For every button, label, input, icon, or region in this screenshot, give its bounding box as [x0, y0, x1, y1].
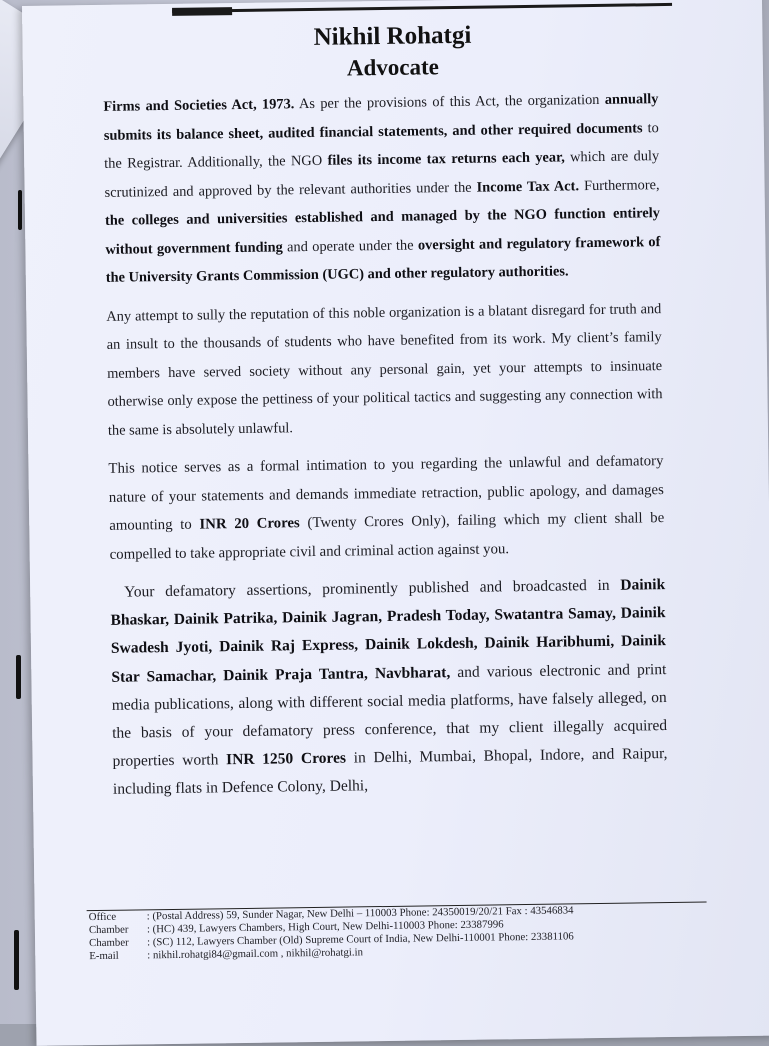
footer-chamber-hc-text: : (HC) 439, Lawyers Chambers, High Court, New Delhi-110003 Phone: 23387996: [146, 918, 504, 936]
bold-text-run: files its income tax returns each year,: [327, 149, 565, 169]
footer-chamber-sc-label: Chamber: [89, 936, 129, 950]
text-run: Your defamatory assertions, prominently published and broadcasted in: [124, 576, 621, 601]
text-run: (Twenty Crores Only), failing which my client shall be compelled to take appropriate civil and criminal action against you.: [109, 510, 665, 563]
text-run: and operate under the: [282, 236, 419, 255]
letterhead-name: Nikhil Rohatgi: [313, 21, 472, 51]
paragraph-defamatory-assertions: [110, 571, 668, 804]
text-run: Any attempt to sully the reputation of this noble organization is a blatant disregard for truth and an insult to the thousands of students who have benefited from its work. My client’s family members have served society without any personal gain, yet your attempts to insinuate otherwise only expose the pettiness of your political tactics and suggesting any connection with the same is absolutely unlawful.: [106, 300, 663, 439]
bold-text-run: oversight and regulatory framework of the University Grants Commission (UGC) and other regulatory authorities.: [105, 233, 661, 286]
left-edge-mark-top: [18, 190, 22, 230]
letterhead-top-rule: [172, 3, 672, 13]
text-run: which are duly scrutinized and approved by the relevant authorities under the: [104, 148, 660, 201]
text-run: As per the provisions of this Act, the organization: [294, 91, 605, 113]
letterhead-title: Advocate: [346, 54, 440, 81]
footer-chamber-hc-label: Chamber: [88, 923, 129, 937]
bold-text-run: Dainik Bhaskar, Dainik Patrika, Dainik Jagran, Pradesh Today, Swatantra Samay, Dainik Swadesh Jyoti, Dainik Raj Express, Dainik Lokdesh, Dainik Haribhumi, Dainik Star Samachar, Dainik Praja Tantra, Navbharat,: [110, 576, 667, 686]
footer-office-label: Office: [88, 910, 117, 924]
bold-text-run: Firms and Societies Act, 1973.: [103, 96, 295, 115]
footer-email-text: : nikhil.rohatgi84@gmail.com , nikhil@rohatgi.in: [147, 946, 364, 962]
text-run: and various electronic and print media publications, along with different social media platforms, have falsely alleged, on the basis of your defamatory press conference, that my client illegally acquired properties worth: [111, 660, 668, 771]
text-run: in Delhi, Mumbai, Bhopal, Indore, and Raipur, including flats in Defence Colony, Delhi,: [112, 745, 668, 799]
letter-body: [103, 85, 668, 814]
footer-email-label: E-mail: [89, 949, 119, 963]
letter-page: [22, 0, 769, 1046]
text-run: Furthermore,: [578, 176, 660, 194]
footer-office-text: : (Postal Address) 59, Sunder Nagar, New Delhi – 110003 Phone: 24350019/20/21 Fax : 43546834: [146, 904, 574, 923]
paragraph-reputation: [106, 295, 663, 445]
bold-text-run: the colleges and universities established and managed by the NGO function entirely without government funding: [104, 205, 661, 258]
left-edge-mark-middle: [16, 655, 21, 699]
paragraph-legal-compliance: [103, 85, 661, 292]
paragraph-formal-notice: [108, 447, 665, 569]
bold-text-run: Income Tax Act.: [476, 177, 580, 196]
footer-chamber-sc-text: : (SC) 112, Lawyers Chamber (Old) Supreme Court of India, New Delhi-110001 Phone: 23381106: [147, 930, 574, 949]
bold-text-run: annually submits its balance sheet, audited financial statements, and other required documents: [103, 91, 659, 144]
text-run: to the Registrar. Additionally, the NGO: [104, 119, 659, 172]
text-run: This notice serves as a formal intimation to you regarding the unlawful and defamatory nature of your statements and demands immediate retraction, public apology, and damages amounting to: [108, 453, 664, 534]
bold-text-run: INR 20 Crores: [199, 515, 300, 533]
letterhead-footer: [89, 902, 730, 963]
bold-text-run: INR 1250 Crores: [225, 749, 347, 769]
left-edge-mark-bottom: [14, 930, 19, 990]
